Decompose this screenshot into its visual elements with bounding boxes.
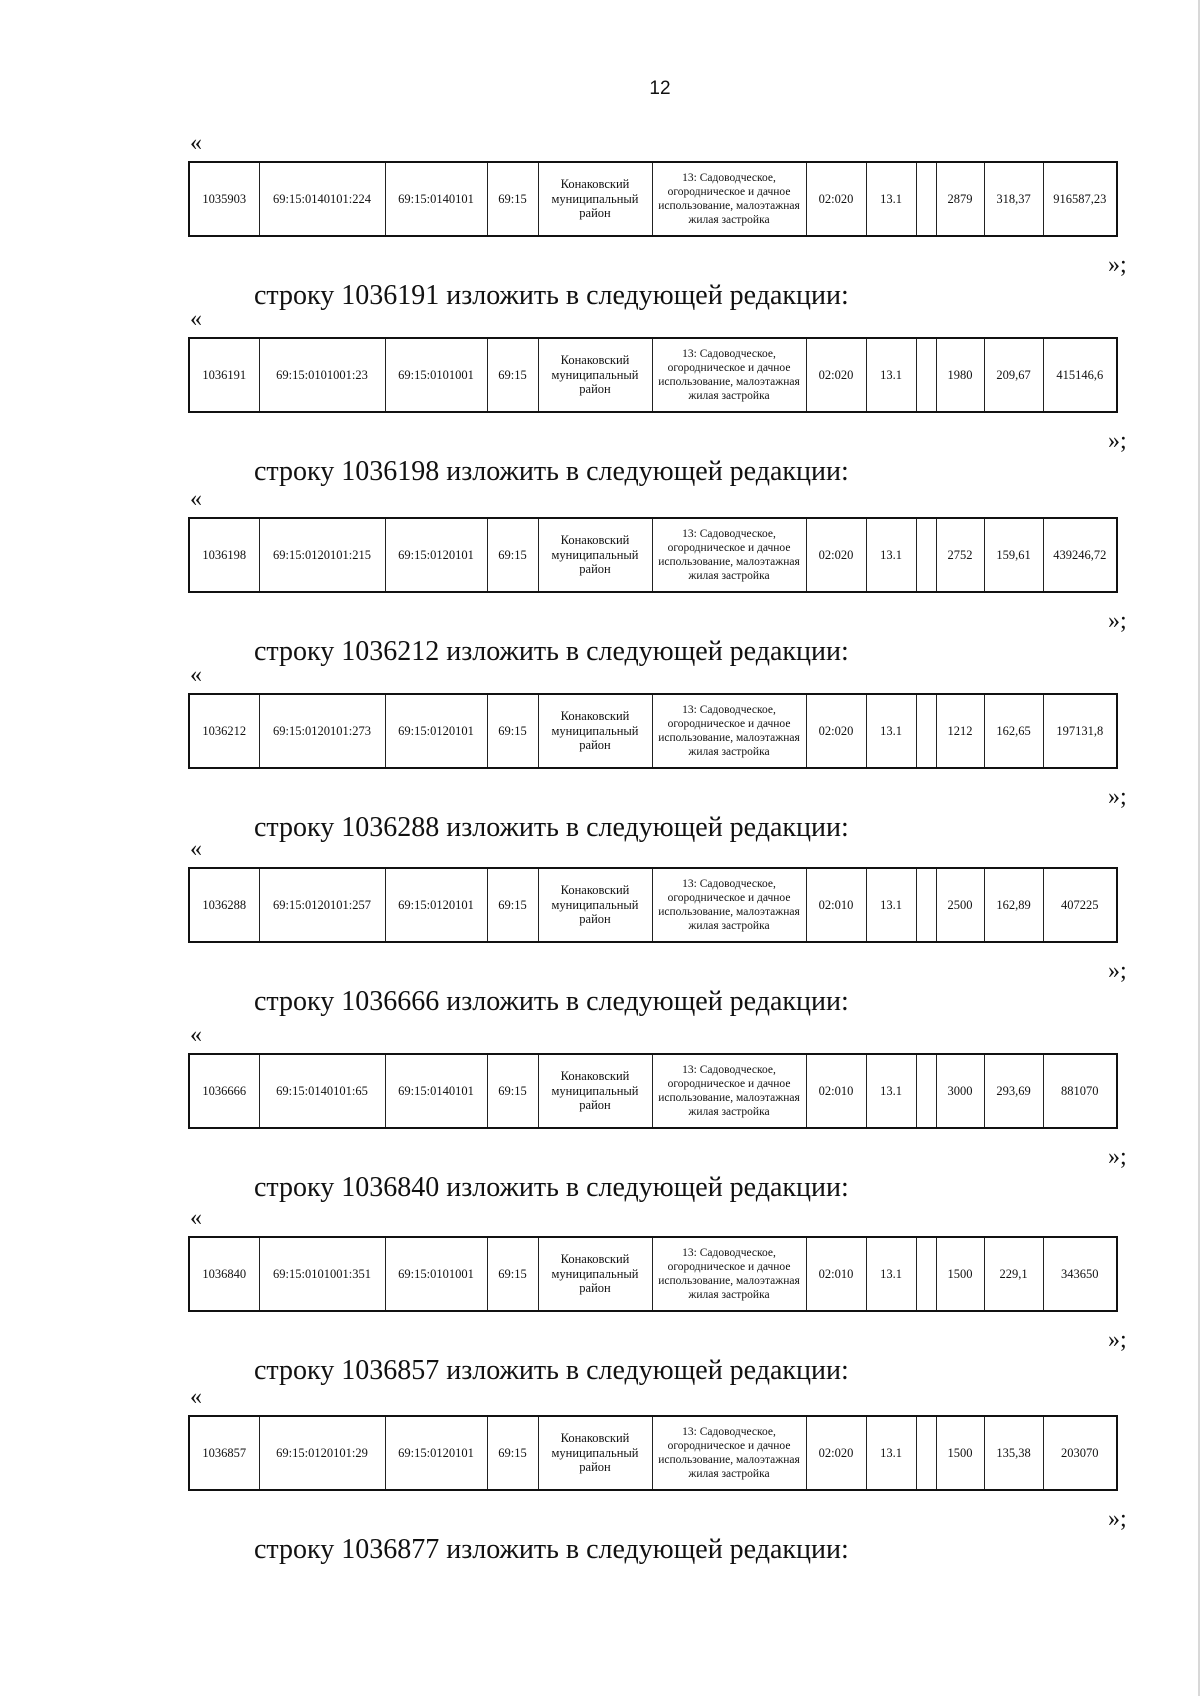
empty-cell xyxy=(916,518,936,592)
closing-quote: »; xyxy=(1108,1144,1127,1170)
cadastral-quarter-cell: 69:15:0140101 xyxy=(385,162,487,236)
specific-value-cell: 135,38 xyxy=(984,1416,1043,1490)
zone-code-cell: 02:020 xyxy=(806,162,866,236)
table-row xyxy=(189,1416,1117,1490)
opening-quote: « xyxy=(190,1384,202,1410)
cadastral-quarter-cell: 69:15:0101001 xyxy=(385,338,487,412)
cadastral-number-cell: 69:15:0101001:23 xyxy=(259,338,385,412)
closing-quote: »; xyxy=(1108,1327,1127,1353)
zone-code-cell: 02:020 xyxy=(806,338,866,412)
zone-code-cell: 02:010 xyxy=(806,1237,866,1311)
opening-quote: « xyxy=(190,662,202,688)
opening-quote: « xyxy=(190,486,202,512)
municipality-cell: Конаковский муниципальный район xyxy=(538,338,652,412)
specific-value-cell: 159,61 xyxy=(984,518,1043,592)
cadastral-quarter-cell: 69:15:0140101 xyxy=(385,1054,487,1128)
table-row xyxy=(189,1054,1117,1128)
record-table xyxy=(188,693,1118,769)
cadastral-quarter-cell: 69:15:0120101 xyxy=(385,694,487,768)
area-cell: 1980 xyxy=(936,338,984,412)
opening-quote: « xyxy=(190,306,202,332)
district-code-cell: 69:15 xyxy=(487,162,538,236)
empty-cell xyxy=(916,162,936,236)
zone-code-cell: 02:010 xyxy=(806,1054,866,1128)
amendment-heading: строку 1036666 изложить в следующей редакции: xyxy=(254,986,849,1017)
district-code-cell: 69:15 xyxy=(487,1054,538,1128)
municipality-cell: Конаковский муниципальный район xyxy=(538,868,652,942)
area-cell: 2500 xyxy=(936,868,984,942)
amendment-heading: строку 1036877 изложить в следующей редакции: xyxy=(254,1534,849,1565)
district-code-cell: 69:15 xyxy=(487,518,538,592)
land-use-cell: 13: Садоводческое, огородническое и дачное использование, малоэтажная жилая застройка xyxy=(652,338,806,412)
cadastral-number-cell: 69:15:0120101:257 xyxy=(259,868,385,942)
record-id-cell: 1036840 xyxy=(189,1237,259,1311)
area-cell: 1212 xyxy=(936,694,984,768)
record-id-cell: 1036212 xyxy=(189,694,259,768)
group-code-cell: 13.1 xyxy=(866,694,916,768)
municipality-cell: Конаковский муниципальный район xyxy=(538,162,652,236)
district-code-cell: 69:15 xyxy=(487,1237,538,1311)
record-table xyxy=(188,1415,1118,1491)
cadastral-value-cell: 916587,23 xyxy=(1043,162,1117,236)
cadastral-number-cell: 69:15:0120101:273 xyxy=(259,694,385,768)
closing-quote: »; xyxy=(1108,784,1127,810)
specific-value-cell: 162,89 xyxy=(984,868,1043,942)
group-code-cell: 13.1 xyxy=(866,162,916,236)
cadastral-quarter-cell: 69:15:0120101 xyxy=(385,518,487,592)
municipality-cell: Конаковский муниципальный район xyxy=(538,518,652,592)
cadastral-number-cell: 69:15:0120101:215 xyxy=(259,518,385,592)
group-code-cell: 13.1 xyxy=(866,338,916,412)
specific-value-cell: 293,69 xyxy=(984,1054,1043,1128)
empty-cell xyxy=(916,868,936,942)
cadastral-number-cell: 69:15:0140101:65 xyxy=(259,1054,385,1128)
cadastral-quarter-cell: 69:15:0101001 xyxy=(385,1237,487,1311)
area-cell: 2752 xyxy=(936,518,984,592)
table-row xyxy=(189,518,1117,592)
record-id-cell: 1036191 xyxy=(189,338,259,412)
cadastral-value-cell: 881070 xyxy=(1043,1054,1117,1128)
cadastral-value-cell: 407225 xyxy=(1043,868,1117,942)
specific-value-cell: 318,37 xyxy=(984,162,1043,236)
empty-cell xyxy=(916,1416,936,1490)
municipality-cell: Конаковский муниципальный район xyxy=(538,1237,652,1311)
specific-value-cell: 209,67 xyxy=(984,338,1043,412)
closing-quote: »; xyxy=(1108,958,1127,984)
record-table xyxy=(188,161,1118,237)
cadastral-value-cell: 415146,6 xyxy=(1043,338,1117,412)
empty-cell xyxy=(916,338,936,412)
group-code-cell: 13.1 xyxy=(866,1054,916,1128)
zone-code-cell: 02:020 xyxy=(806,518,866,592)
record-table xyxy=(188,517,1118,593)
zone-code-cell: 02:020 xyxy=(806,1416,866,1490)
cadastral-value-cell: 439246,72 xyxy=(1043,518,1117,592)
opening-quote: « xyxy=(190,836,202,862)
land-use-cell: 13: Садоводческое, огородническое и дачное использование, малоэтажная жилая застройка xyxy=(652,868,806,942)
land-use-cell: 13: Садоводческое, огородническое и дачное использование, малоэтажная жилая застройка xyxy=(652,1237,806,1311)
opening-quote: « xyxy=(190,130,202,156)
zone-code-cell: 02:010 xyxy=(806,868,866,942)
land-use-cell: 13: Садоводческое, огородническое и дачное использование, малоэтажная жилая застройка xyxy=(652,694,806,768)
opening-quote: « xyxy=(190,1205,202,1231)
record-table xyxy=(188,867,1118,943)
record-id-cell: 1036198 xyxy=(189,518,259,592)
amendment-heading: строку 1036198 изложить в следующей редакции: xyxy=(254,456,849,487)
cadastral-number-cell: 69:15:0120101:29 xyxy=(259,1416,385,1490)
table-row xyxy=(189,694,1117,768)
land-use-cell: 13: Садоводческое, огородническое и дачное использование, малоэтажная жилая застройка xyxy=(652,1416,806,1490)
cadastral-number-cell: 69:15:0140101:224 xyxy=(259,162,385,236)
empty-cell xyxy=(916,1054,936,1128)
group-code-cell: 13.1 xyxy=(866,1416,916,1490)
amendment-heading: строку 1036212 изложить в следующей редакции: xyxy=(254,636,849,667)
cadastral-value-cell: 197131,8 xyxy=(1043,694,1117,768)
page-number: 12 xyxy=(649,78,671,99)
specific-value-cell: 162,65 xyxy=(984,694,1043,768)
group-code-cell: 13.1 xyxy=(866,518,916,592)
table-row xyxy=(189,1237,1117,1311)
record-table xyxy=(188,1236,1118,1312)
cadastral-number-cell: 69:15:0101001:351 xyxy=(259,1237,385,1311)
district-code-cell: 69:15 xyxy=(487,694,538,768)
amendment-heading: строку 1036191 изложить в следующей редакции: xyxy=(254,280,849,311)
zone-code-cell: 02:020 xyxy=(806,694,866,768)
area-cell: 1500 xyxy=(936,1237,984,1311)
group-code-cell: 13.1 xyxy=(866,1237,916,1311)
cadastral-value-cell: 343650 xyxy=(1043,1237,1117,1311)
table-row xyxy=(189,868,1117,942)
empty-cell xyxy=(916,1237,936,1311)
municipality-cell: Конаковский муниципальный район xyxy=(538,694,652,768)
cadastral-quarter-cell: 69:15:0120101 xyxy=(385,868,487,942)
record-table xyxy=(188,1053,1118,1129)
area-cell: 1500 xyxy=(936,1416,984,1490)
land-use-cell: 13: Садоводческое, огородническое и дачное использование, малоэтажная жилая застройка xyxy=(652,1054,806,1128)
table-row xyxy=(189,338,1117,412)
district-code-cell: 69:15 xyxy=(487,1416,538,1490)
land-use-cell: 13: Садоводческое, огородническое и дачное использование, малоэтажная жилая застройка xyxy=(652,162,806,236)
amendment-heading: строку 1036840 изложить в следующей редакции: xyxy=(254,1172,849,1203)
municipality-cell: Конаковский муниципальный район xyxy=(538,1416,652,1490)
group-code-cell: 13.1 xyxy=(866,868,916,942)
empty-cell xyxy=(916,694,936,768)
district-code-cell: 69:15 xyxy=(487,338,538,412)
closing-quote: »; xyxy=(1108,252,1127,278)
specific-value-cell: 229,1 xyxy=(984,1237,1043,1311)
land-use-cell: 13: Садоводческое, огородническое и дачное использование, малоэтажная жилая застройка xyxy=(652,518,806,592)
closing-quote: »; xyxy=(1108,428,1127,454)
district-code-cell: 69:15 xyxy=(487,868,538,942)
record-id-cell: 1036857 xyxy=(189,1416,259,1490)
municipality-cell: Конаковский муниципальный район xyxy=(538,1054,652,1128)
record-table xyxy=(188,337,1118,413)
amendment-heading: строку 1036288 изложить в следующей редакции: xyxy=(254,812,849,843)
amendment-heading: строку 1036857 изложить в следующей редакции: xyxy=(254,1355,849,1386)
record-id-cell: 1036666 xyxy=(189,1054,259,1128)
table-row xyxy=(189,162,1117,236)
cadastral-quarter-cell: 69:15:0120101 xyxy=(385,1416,487,1490)
cadastral-value-cell: 203070 xyxy=(1043,1416,1117,1490)
record-id-cell: 1036288 xyxy=(189,868,259,942)
area-cell: 3000 xyxy=(936,1054,984,1128)
opening-quote: « xyxy=(190,1022,202,1048)
closing-quote: »; xyxy=(1108,608,1127,634)
record-id-cell: 1035903 xyxy=(189,162,259,236)
closing-quote: »; xyxy=(1108,1506,1127,1532)
area-cell: 2879 xyxy=(936,162,984,236)
